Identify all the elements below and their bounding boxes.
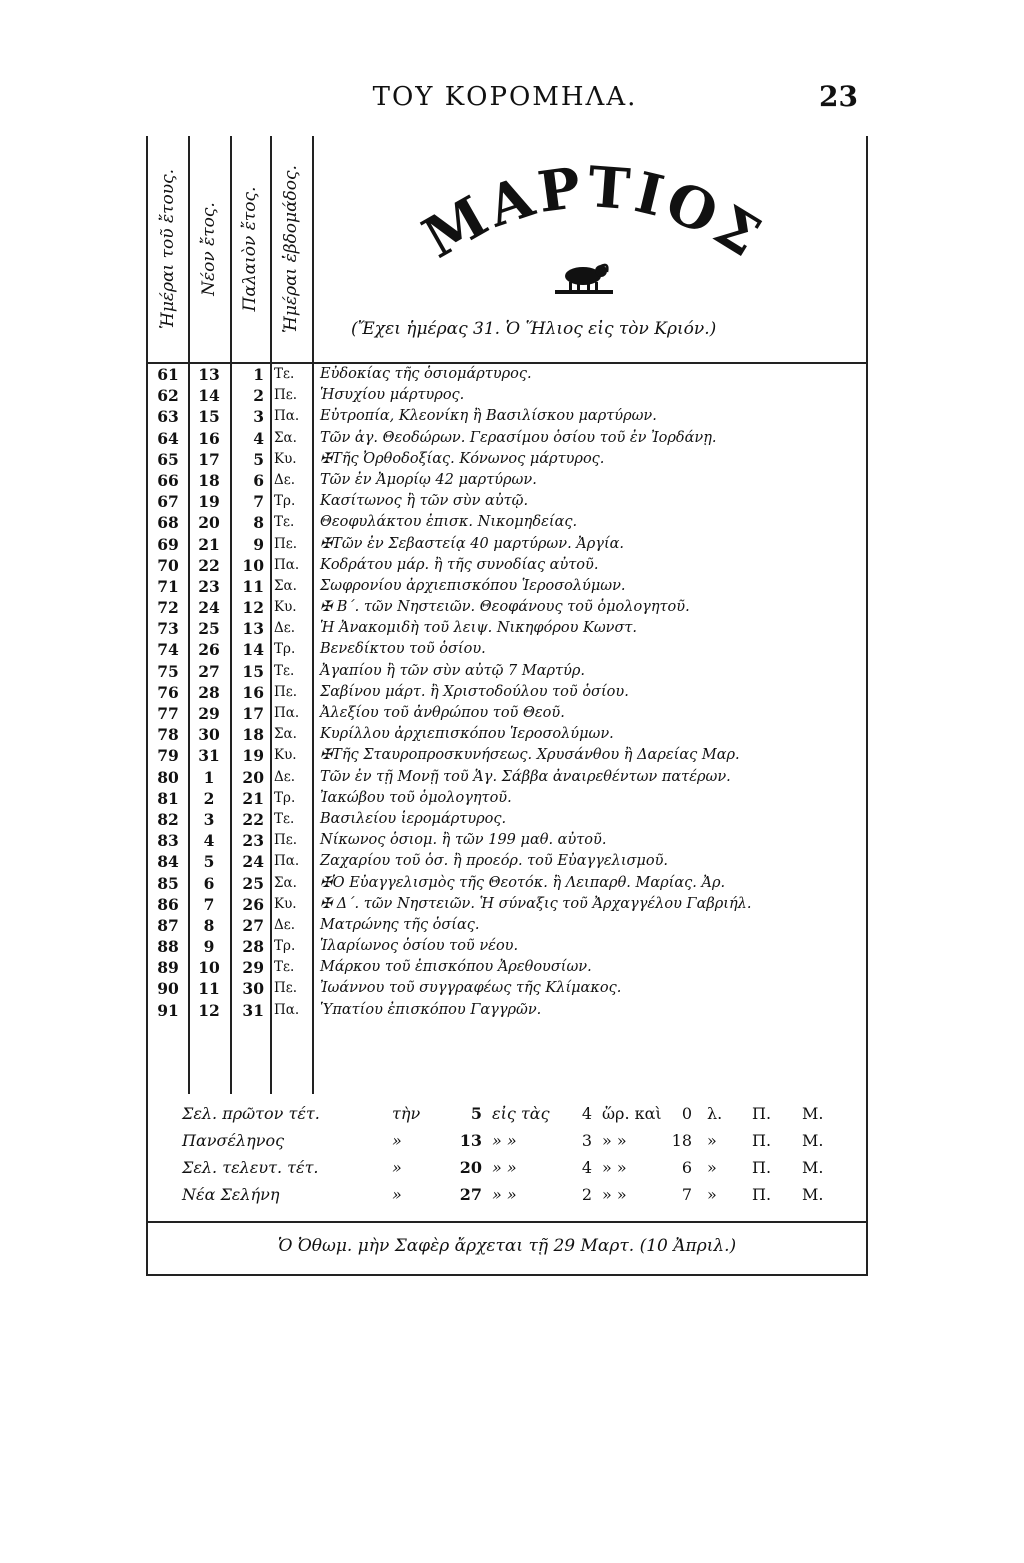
calendar-row (148, 682, 866, 703)
weekday: Πα. (274, 705, 300, 721)
moon-phase-pre: » (392, 1185, 402, 1204)
year-day: 69 (157, 534, 179, 554)
moon-phase-row (182, 1158, 862, 1185)
moon-phase-tail: Μ. (802, 1131, 824, 1150)
saint-of-day: Σαβίνου μάρτ. ἢ Χριστοδούλου τοῦ ὁσίου. (320, 683, 629, 700)
old-style-date: 25 (242, 873, 264, 893)
col-head-new-style-label: Νέον ἔτος. (199, 202, 219, 296)
new-style-date: 30 (198, 725, 220, 745)
weekday: Κυ. (274, 599, 297, 616)
moon-phase-hour: 2 (581, 1185, 592, 1204)
footer-divider (148, 1221, 866, 1223)
saint-of-day: Νίκωνος ὁσιομ. ἢ τῶν 199 μαθ. αὐτοῦ. (320, 832, 607, 849)
weekday: Σα. (274, 429, 297, 446)
new-style-date: 22 (198, 555, 220, 575)
year-day: 68 (157, 513, 179, 533)
old-style-date: 8 (253, 513, 264, 533)
page-number: 23 (819, 80, 858, 113)
new-style-date: 14 (198, 386, 220, 406)
moon-phase-hour: 4 (581, 1104, 592, 1123)
moon-phase-sep: ὥρ. καὶ (602, 1104, 662, 1123)
moon-phase-day: 20 (459, 1158, 482, 1177)
weekday: Τρ. (274, 789, 296, 806)
col-head-year-day-label: Ἡμέραι τοῦ ἔτους. (158, 169, 178, 329)
year-day: 81 (157, 788, 179, 808)
year-day: 86 (157, 894, 179, 914)
moon-phase-tail: Μ. (802, 1158, 824, 1177)
moon-phase-label: Σελ. τελευτ. τέτ. (182, 1158, 319, 1177)
moon-phase-min: 18 (671, 1131, 692, 1150)
weekday: Πα. (274, 1001, 300, 1018)
weekday: Τε. (274, 514, 295, 531)
moon-phase-ampm: Π. (752, 1185, 772, 1204)
calendar-row (148, 618, 866, 639)
moon-phase-row (182, 1131, 862, 1158)
moon-phase-mid: » » (492, 1185, 517, 1204)
old-style-date: 21 (242, 788, 264, 808)
moon-phase-tail: Μ. (802, 1185, 824, 1204)
old-style-date: 15 (242, 661, 264, 681)
moon-phase-mid: » » (492, 1158, 517, 1177)
col-head-new-style (188, 136, 232, 362)
calendar-row (148, 957, 866, 978)
year-day: 61 (157, 365, 179, 384)
calendar-row (148, 894, 866, 915)
saint-of-day: Σωφρονίου ἀρχιεπισκόπου Ἱεροσολύμων. (320, 577, 626, 594)
saint-of-day: Ἰωάννου τοῦ συγγραφέως τῆς Κλίμακος. (320, 980, 622, 997)
moon-phase-pre: » (392, 1158, 402, 1177)
year-day: 73 (157, 619, 179, 639)
moon-phase-hour: 4 (581, 1158, 592, 1177)
weekday: Πε. (274, 683, 298, 700)
new-style-date: 24 (198, 598, 220, 618)
weekday: Σα. (274, 577, 297, 594)
old-style-date: 9 (253, 534, 264, 554)
moon-phases (182, 1104, 862, 1212)
weekday: Τε. (274, 810, 295, 827)
moon-phase-label: Πανσέληνος (182, 1131, 285, 1150)
old-style-date: 3 (253, 407, 264, 427)
weekday: Δε. (274, 768, 296, 785)
calendar-row (148, 597, 866, 618)
calendar-row (148, 428, 866, 449)
saint-of-day: ✠Ὁ Εὐαγγελισμὸς τῆς Θεοτόκ. ἢ Λειπαρθ. Μαρίας. Ἀρ. (320, 874, 726, 891)
old-style-date: 7 (253, 492, 264, 512)
weekday: Τρ. (274, 493, 296, 510)
moon-phase-row (182, 1185, 862, 1212)
year-day: 66 (157, 470, 179, 490)
calendar-row (148, 512, 866, 533)
new-style-date: 25 (198, 619, 220, 639)
year-day: 79 (157, 746, 179, 766)
moon-phase-sep: » » (602, 1185, 627, 1204)
year-day: 85 (157, 873, 179, 893)
col-head-old-style-label: Παλαιὸν ἔτος. (240, 186, 260, 312)
new-style-date: 12 (198, 1000, 220, 1020)
calendar-row (148, 385, 866, 406)
saint-of-day: Βασιλείου ἱερομάρτυρος. (320, 810, 507, 827)
ottoman-month-note: Ὁ Ὀθωμ. μὴν Σαφὲρ ἄρχεται τῇ 29 Μαρτ. (10 Ἀπριλ.) (277, 1236, 737, 1256)
calendar-row (148, 745, 866, 766)
col-head-weekday-label: Ἡμέραι ἑβδομάδος. (281, 165, 301, 333)
new-style-date: 19 (198, 492, 220, 512)
weekday: Τε. (274, 366, 295, 382)
new-style-date: 29 (198, 704, 220, 723)
weekday: Πα. (274, 556, 300, 573)
moon-phase-unit: » (707, 1185, 717, 1204)
moon-phase-label: Σελ. πρῶτον τέτ. (182, 1104, 320, 1123)
year-day: 70 (157, 555, 179, 575)
weekday: Πε. (274, 832, 298, 849)
old-style-date: 14 (242, 640, 264, 660)
old-style-date: 23 (242, 831, 264, 851)
new-style-date: 11 (198, 979, 220, 999)
moon-phase-pre: τὴν (392, 1104, 421, 1123)
new-style-date: 2 (203, 788, 215, 808)
month-name: ΜΑΡΤΙΟΣ (412, 162, 775, 272)
new-style-date: 6 (203, 873, 215, 893)
year-day: 71 (157, 576, 179, 596)
weekday: Πα. (274, 853, 300, 870)
old-style-date: 27 (242, 915, 264, 935)
saint-of-day: Θεοφυλάκτου ἐπισκ. Νικομηδείας. (320, 514, 578, 531)
year-day: 75 (157, 661, 179, 681)
calendar-row (148, 936, 866, 957)
year-day: 87 (157, 915, 179, 935)
new-style-date: 9 (203, 937, 215, 957)
moon-phase-ampm: Π. (752, 1158, 772, 1177)
saint-of-day: Ἡ Ἀνακομιδὴ τοῦ λειψ. Νικηφόρου Κωνστ. (320, 620, 637, 637)
weekday: Πε. (274, 535, 298, 552)
col-head-year-day (148, 136, 190, 362)
month-area (313, 136, 866, 362)
year-day: 82 (157, 809, 179, 829)
calendar-row (148, 703, 866, 724)
saint-of-day: Μάρκου τοῦ ἐπισκόπου Ἀρεθουσίων. (320, 959, 592, 976)
saint-of-day: Κοδράτου μάρ. ἢ τῆς συνοδίας αὐτοῦ. (320, 556, 599, 573)
moon-phase-min: 7 (681, 1185, 692, 1204)
weekday: Δε. (274, 620, 296, 637)
year-day: 80 (157, 767, 179, 787)
weekday: Κυ. (274, 747, 297, 764)
old-style-date: 29 (242, 958, 264, 978)
weekday: Δε. (274, 916, 296, 933)
moon-phase-mid: εἰς τὰς (492, 1104, 550, 1123)
saint-of-day: ✠Τῆς Ὀρθοδοξίας. Κόνωνος μάρτυρος. (320, 450, 605, 467)
year-day: 84 (157, 852, 179, 872)
year-day: 91 (157, 1000, 179, 1020)
calendar-row (148, 767, 866, 788)
old-style-date: 26 (242, 894, 264, 914)
old-style-date: 12 (242, 598, 264, 618)
calendar-row (148, 724, 866, 745)
calendar-row (148, 364, 866, 385)
new-style-date: 4 (203, 831, 215, 851)
new-style-date: 15 (198, 407, 220, 427)
moon-phase-tail: Μ. (802, 1104, 824, 1123)
new-style-date: 8 (203, 915, 215, 935)
old-style-date: 30 (242, 979, 264, 999)
moon-phase-unit: λ. (707, 1104, 723, 1123)
saint-of-day: Εὐτροπία, Κλεονίκη ἢ Βασιλίσκου μαρτύρων. (320, 408, 657, 425)
calendar-row (148, 449, 866, 470)
calendar-row (148, 851, 866, 872)
moon-phase-label: Νέα Σελήνη (182, 1185, 280, 1204)
old-style-date: 6 (253, 470, 264, 490)
new-style-date: 18 (198, 470, 220, 490)
moon-phase-ampm: Π. (752, 1104, 772, 1123)
moon-phase-min: 0 (681, 1104, 692, 1123)
month-header-note: (Ἔχει ἡμέρας 31. Ὁ Ἥλιος εἰς τὸν Κριόν.) (351, 319, 717, 339)
saint-of-day: Ἀγαπίου ἢ τῶν σὺν αὐτῷ 7 Μαρτύρ. (320, 662, 586, 679)
moon-phase-row (182, 1104, 862, 1131)
calendar-row (148, 639, 866, 660)
weekday: Δε. (274, 471, 296, 488)
calendar-row (148, 978, 866, 999)
year-day: 78 (157, 725, 179, 745)
new-style-date: 16 (198, 428, 220, 448)
old-style-date: 10 (242, 555, 264, 575)
weekday: Τε. (274, 662, 295, 679)
calendar-header (148, 136, 866, 364)
running-title: ΤΟΥ ΚΟΡΟΜΗΛΑ. (372, 82, 638, 112)
calendar-row (148, 809, 866, 830)
saint-of-day: Ἡσυχίου μάρτυρος. (320, 387, 465, 404)
moon-phase-sep: » » (602, 1131, 627, 1150)
saint-of-day: ✠Τῆς Σταυροπροσκυνήσεως. Χρυσάνθου ἢ Δαρείας Μαρ. (320, 747, 740, 764)
calendar-row (148, 534, 866, 555)
old-style-date: 11 (242, 576, 264, 596)
old-style-date: 22 (242, 809, 264, 829)
old-style-date: 5 (253, 449, 264, 469)
calendar-row (148, 873, 866, 894)
moon-phase-mid: » » (492, 1131, 517, 1150)
moon-phase-day: 27 (459, 1185, 482, 1204)
old-style-date: 16 (242, 682, 264, 702)
moon-phase-ampm: Π. (752, 1131, 772, 1150)
weekday: Τρ. (274, 938, 296, 955)
saint-of-day: Ὑπατίου ἐπισκόπου Γαγγρῶν. (320, 1001, 542, 1018)
saint-of-day: Βενεδίκτου τοῦ ὁσίου. (320, 641, 486, 658)
saint-of-day: Ματρώνης τῆς ὁσίας. (320, 916, 480, 933)
year-day: 63 (157, 407, 179, 427)
saint-of-day: ✠Τῶν ἐν Σεβαστείᾳ 40 μαρτύρων. Ἀργία. (320, 535, 625, 552)
new-style-date: 21 (198, 534, 220, 554)
new-style-date: 1 (203, 767, 215, 787)
new-style-date: 3 (203, 809, 215, 829)
new-style-date: 5 (203, 852, 215, 872)
weekday: Πα. (274, 408, 300, 425)
moon-phase-day: 5 (470, 1104, 482, 1123)
old-style-date: 20 (242, 767, 264, 787)
weekday: Τρ. (274, 641, 296, 658)
new-style-date: 31 (198, 746, 220, 766)
moon-phase-unit: » (707, 1131, 717, 1150)
saint-of-day: Ἱλαρίωνος ὁσίου τοῦ νέου. (320, 938, 519, 955)
new-style-date: 27 (198, 661, 220, 681)
year-day: 64 (157, 428, 179, 448)
old-style-date: 18 (242, 725, 264, 745)
calendar-row (148, 915, 866, 936)
saint-of-day: Ἀλεξίου τοῦ ἀνθρώπου τοῦ Θεοῦ. (320, 705, 565, 721)
year-day: 83 (157, 831, 179, 851)
calendar-rows (148, 364, 866, 1021)
moon-phase-unit: » (707, 1158, 717, 1177)
old-style-date: 19 (242, 746, 264, 766)
calendar-row (148, 406, 866, 427)
saint-of-day: ✠ Β΄. τῶν Νηστειῶν. Θεοφάνους τοῦ ὁμολογητοῦ. (320, 599, 690, 616)
year-day: 74 (157, 640, 179, 660)
year-day: 89 (157, 958, 179, 978)
ram-icon (553, 256, 615, 296)
year-day: 88 (157, 937, 179, 957)
saint-of-day: Εὐδοκίας τῆς ὁσιομάρτυρος. (320, 366, 532, 382)
new-style-date: 28 (198, 682, 220, 702)
saint-of-day: Ζαχαρίου τοῦ ὁσ. ἢ προεόρ. τοῦ Εὐαγγελισμοῦ. (320, 853, 668, 870)
calendar-row (148, 830, 866, 851)
weekday: Τε. (274, 959, 295, 976)
weekday: Κυ. (274, 895, 297, 912)
year-day: 62 (157, 386, 179, 406)
col-head-weekday (270, 136, 314, 362)
col-head-old-style (230, 136, 272, 362)
old-style-date: 28 (242, 937, 264, 957)
weekday: Κυ. (274, 450, 297, 467)
weekday: Σα. (274, 726, 297, 743)
moon-phase-pre: » (392, 1131, 402, 1150)
year-day: 77 (157, 704, 179, 723)
saint-of-day: Κυρίλλου ἀρχιεπισκόπου Ἱεροσολύμων. (320, 726, 614, 743)
saint-of-day: ✠ Δ΄. τῶν Νηστειῶν. Ἡ σύναξις τοῦ Ἀρχαγγέλου Γαβριήλ. (320, 895, 752, 912)
old-style-date: 31 (242, 1000, 264, 1020)
saint-of-day: Τῶν ἁγ. Θεοδώρων. Γερασίμου ὁσίου τοῦ ἐν Ἰορδάνῃ. (320, 429, 717, 446)
new-style-date: 7 (203, 894, 215, 914)
year-day: 90 (157, 979, 179, 999)
new-style-date: 17 (198, 449, 220, 469)
old-style-date: 13 (242, 619, 264, 639)
year-day: 67 (157, 492, 179, 512)
calendar-row (148, 576, 866, 597)
old-style-date: 24 (242, 852, 264, 872)
new-style-date: 10 (198, 958, 220, 978)
calendar-row (148, 661, 866, 682)
weekday: Πε. (274, 387, 298, 404)
calendar-row (148, 1000, 866, 1021)
calendar-row (148, 555, 866, 576)
calendar-row (148, 788, 866, 809)
new-style-date: 20 (198, 513, 220, 533)
moon-phase-day: 13 (459, 1131, 482, 1150)
old-style-date: 2 (253, 386, 264, 406)
year-day: 65 (157, 449, 179, 469)
saint-of-day: Κασίτωνος ἢ τῶν σὺν αὐτῷ. (320, 493, 529, 510)
weekday: Πε. (274, 980, 298, 997)
new-style-date: 26 (198, 640, 220, 660)
new-style-date: 23 (198, 576, 220, 596)
calendar-row (148, 470, 866, 491)
running-head (150, 78, 860, 118)
old-style-date: 17 (242, 704, 264, 723)
old-style-date: 1 (253, 365, 264, 384)
saint-of-day: Ἰακώβου τοῦ ὁμολογητοῦ. (320, 789, 512, 806)
new-style-date: 13 (198, 365, 220, 384)
calendar-frame (146, 136, 868, 1276)
old-style-date: 4 (253, 428, 264, 448)
weekday: Σα. (274, 874, 297, 891)
calendar-row (148, 491, 866, 512)
moon-phase-sep: » » (602, 1158, 627, 1177)
year-day: 76 (157, 682, 179, 702)
moon-phase-hour: 3 (581, 1131, 592, 1150)
saint-of-day: Τῶν ἐν Ἀμορίῳ 42 μαρτύρων. (320, 471, 537, 488)
saint-of-day: Τῶν ἐν τῇ Μονῇ τοῦ Ἁγ. Σάββα ἀναιρεθέντων πατέρων. (320, 768, 731, 785)
year-day: 72 (157, 598, 179, 618)
moon-phase-min: 6 (681, 1158, 692, 1177)
